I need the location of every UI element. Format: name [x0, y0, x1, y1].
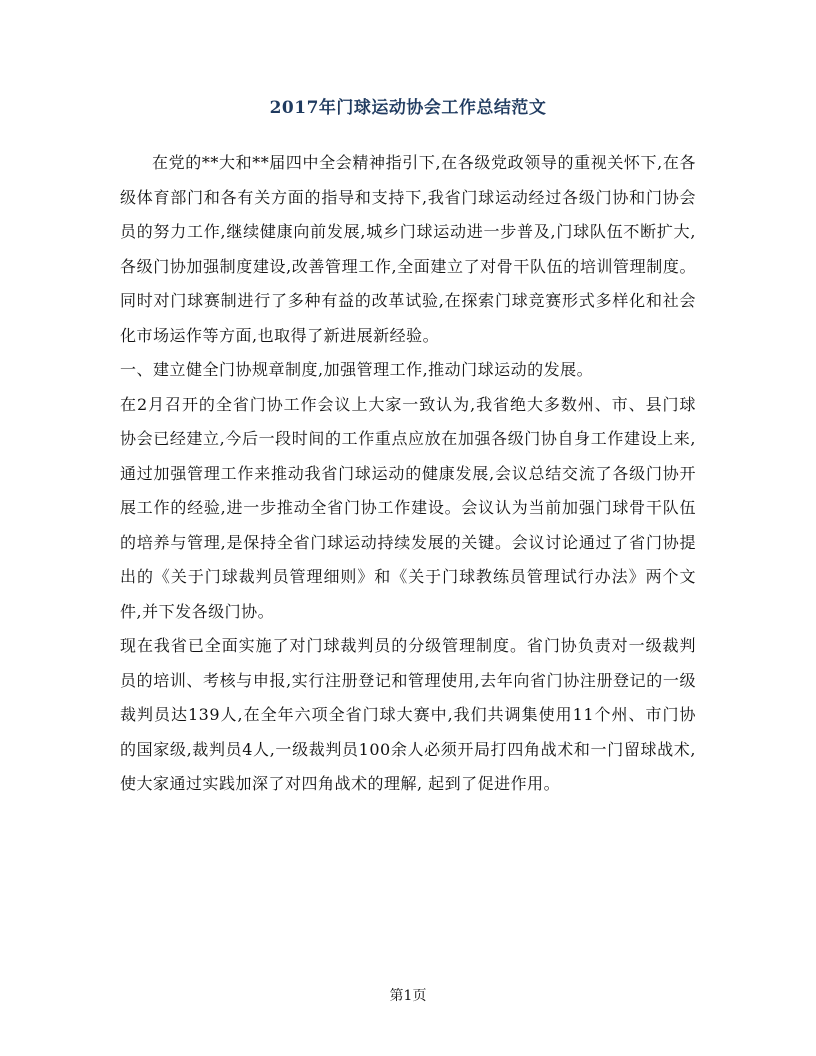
paragraph-intro: 在党的**大和**届四中全会精神指引下,在各级党政领导的重视关怀下,在各级体育部门和各有关方面的指导和支持下,我省门球运动经过各级门协和门协会员的努力工作,继续健康向前发展,城乡门球运动进一步普及,门球队伍不断扩大,各级门协加强制度建设,改善管理工作,全面建立了对骨干队伍的培训管理制度。同时对门球赛制进行了多种有益的改革试验,在探索门球竞赛形式多样化和社会化市场运作等方面,也取得了新进展新经验。: [120, 153, 696, 345]
document-title: 2017年门球运动协会工作总结范文: [269, 98, 547, 118]
paragraph-meeting: 在2月召开的全省门协工作会议上大家一致认为,我省绝大多数州、市、县门球协会已经建立,今后一段时间的工作重点应放在加强各级门协自身工作建设上来,通过加强管理工作来推动我省门球运动的健康发展,会议总结交流了各级门协开展工作的经验,进一步推动全省门协工作建设。会议认为当前加强门球骨干队伍的培养与管理,是保持全省门球运动持续发展的关键。会议讨论通过了省门协提出的《关于门球裁判员管理细则》和《关于门球教练员管理试行办法》两个文件,并下发各级门协。: [120, 394, 696, 621]
paragraph-referees: 现在我省已全面实施了对门球裁判员的分级管理制度。省门协负责对一级裁判员的培训、考核与申报,实行注册登记和管理使用,去年向省门协注册登记的一级裁判员达139人,在全年六项全省门球大赛中,我们共调集使用11个州、市门协的国家级,裁判员4人,一级裁判员100余人必须开局打四角战术和一门留球战术,使大家通过实践加深了对四角战术的理解, 起到了促进作用。: [120, 636, 696, 793]
section-heading-1: 一、建立健全门协规章制度,加强管理工作,推动门球运动的发展。: [120, 360, 594, 379]
page-number: 第1页: [389, 988, 427, 1004]
document-body: [120, 146, 696, 802]
